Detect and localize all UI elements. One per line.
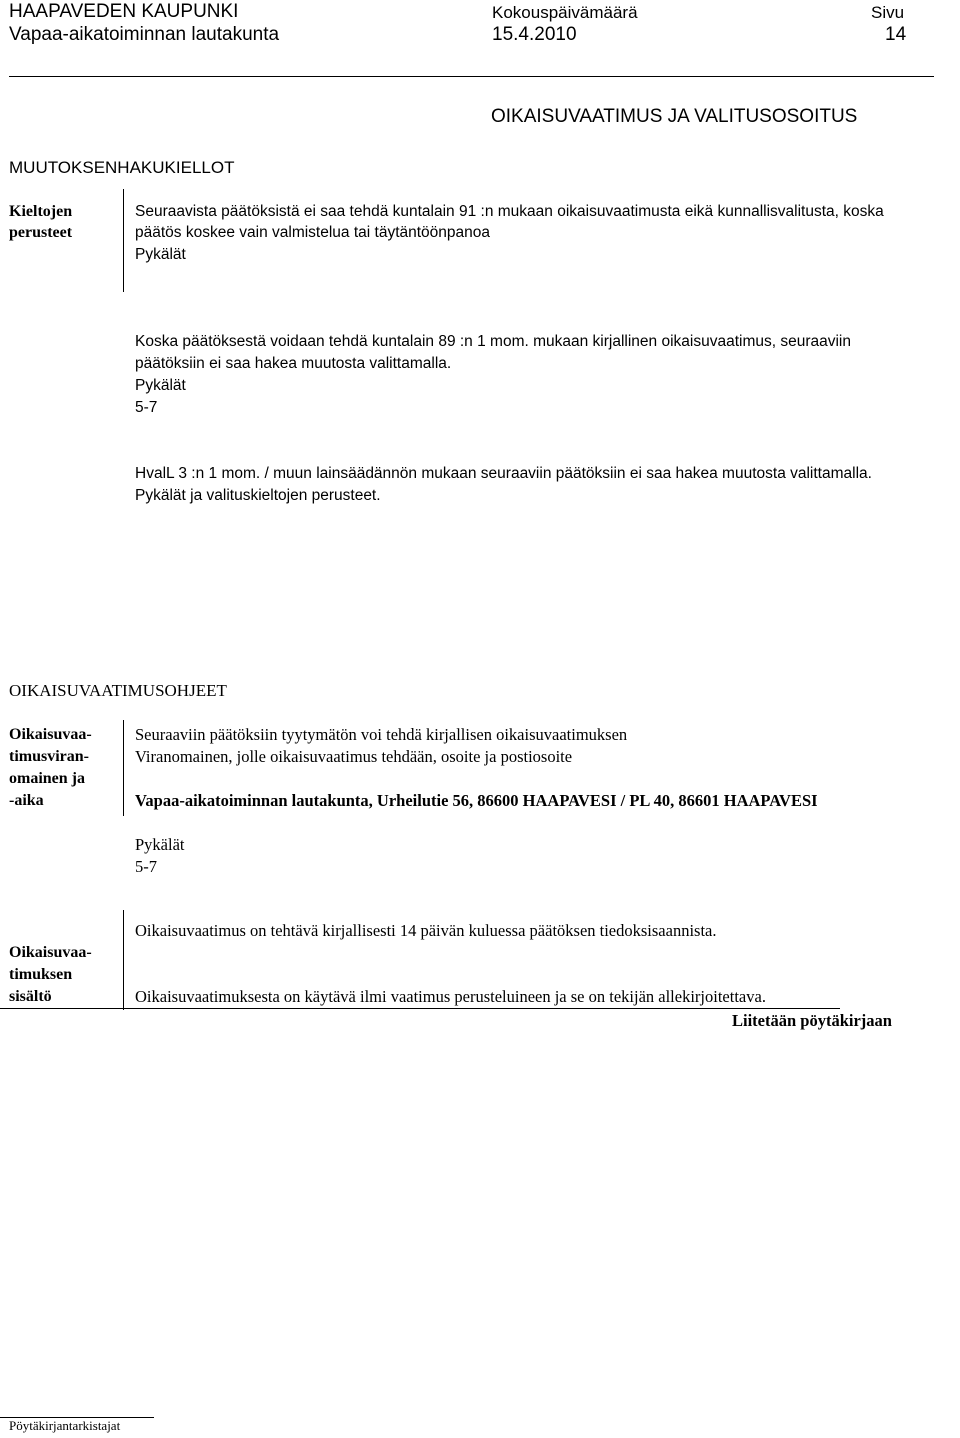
s2-block1-line1: Seuraaviin päätöksiin tyytymätön voi tehdä kirjallisen oikaisuvaatimuksen xyxy=(135,725,628,744)
s1-block3-line2: Pykälät ja valituskieltojen perusteet. xyxy=(135,487,381,504)
page-number: 14 xyxy=(885,24,907,45)
side-label-b-3: sisältö xyxy=(9,988,52,1005)
org-name: HAAPAVEDEN KAUPUNKI xyxy=(9,1,239,22)
s2-block2-line1: Oikaisuvaatimus on tehtävä kirjallisesti 14 päivän kuluessa päätöksen tiedoksisaannista. xyxy=(135,921,717,940)
meeting-date: 15.4.2010 xyxy=(492,24,577,45)
side-label-b-2: timuksen xyxy=(9,966,73,983)
footer-checkers-label: Pöytäkirjantarkistajat xyxy=(9,1418,121,1433)
side-label-kieltojen: Kieltojen xyxy=(9,203,73,220)
page-label: Sivu xyxy=(871,3,905,22)
board-name: Vapaa-aikatoiminnan lautakunta xyxy=(9,24,280,45)
date-label: Kokouspäivämäärä xyxy=(492,3,638,22)
header-rule xyxy=(9,76,934,77)
s1-block3-line1: HvalL 3 :n 1 mom. / muun lainsäädännön mukaan seuraaviin päätöksiin ei saa hakea muutosta valittamalla. xyxy=(135,465,872,482)
section2-bottom-rule xyxy=(0,1008,840,1009)
s2-block1-line2: Viranomainen, jolle oikaisuvaatimus tehdään, osoite ja postiosoite xyxy=(135,747,573,766)
s1-block1-pykalat: Pykälät xyxy=(135,246,186,263)
section2-heading: OIKAISUVAATIMUSOHJEET xyxy=(9,681,227,700)
s1-block2-pykalat: Pykälät xyxy=(135,377,186,394)
side-label-a-1: Oikaisuvaa- xyxy=(9,726,92,743)
s1-block2-line2: päätöksiin ei saa hakea muutosta valittamalla. xyxy=(135,355,452,372)
side-label-a-2: timusviran- xyxy=(9,748,89,765)
side-label-b-1: Oikaisuvaa- xyxy=(9,944,92,961)
section1-heading: MUUTOKSENHAKUKIELLOT xyxy=(9,158,235,177)
s2-block2-line2: Oikaisuvaatimuksesta on käytävä ilmi vaatimus perusteluineen ja se on tekijän allekirjoitettava. xyxy=(135,987,766,1006)
side-label-a-4: -aika xyxy=(9,792,44,809)
s1-block1-line1: Seuraavista päätöksistä ei saa tehdä kuntalain 91 :n mukaan oikaisuvaatimusta eikä kunnallisvalitusta, koska xyxy=(135,203,884,220)
side-label-perusteet: perusteet xyxy=(9,224,73,241)
attached-to-minutes: Liitetään pöytäkirjaan xyxy=(732,1011,892,1030)
authority-address: Vapaa-aikatoiminnan lautakunta, Urheilutie 56, 86600 HAAPAVESI / PL 40, 86601 HAAPAVESI xyxy=(135,791,818,810)
s1-block2-line1: Koska päätöksestä voidaan tehdä kuntalain 89 :n 1 mom. mukaan kirjallinen oikaisuvaatimus, seuraaviin xyxy=(135,333,851,350)
document-title: OIKAISUVAATIMUS JA VALITUSOSOITUS xyxy=(491,106,858,127)
s2-block1-sections: 5-7 xyxy=(135,857,157,876)
s1-block2-sections: 5-7 xyxy=(135,399,158,416)
s2-block1-pykalat: Pykälät xyxy=(135,835,185,854)
side-label-a-3: omainen ja xyxy=(9,770,85,787)
s1-block1-line2: päätös koskee vain valmistelua tai täytäntöönpanoa xyxy=(135,224,491,241)
